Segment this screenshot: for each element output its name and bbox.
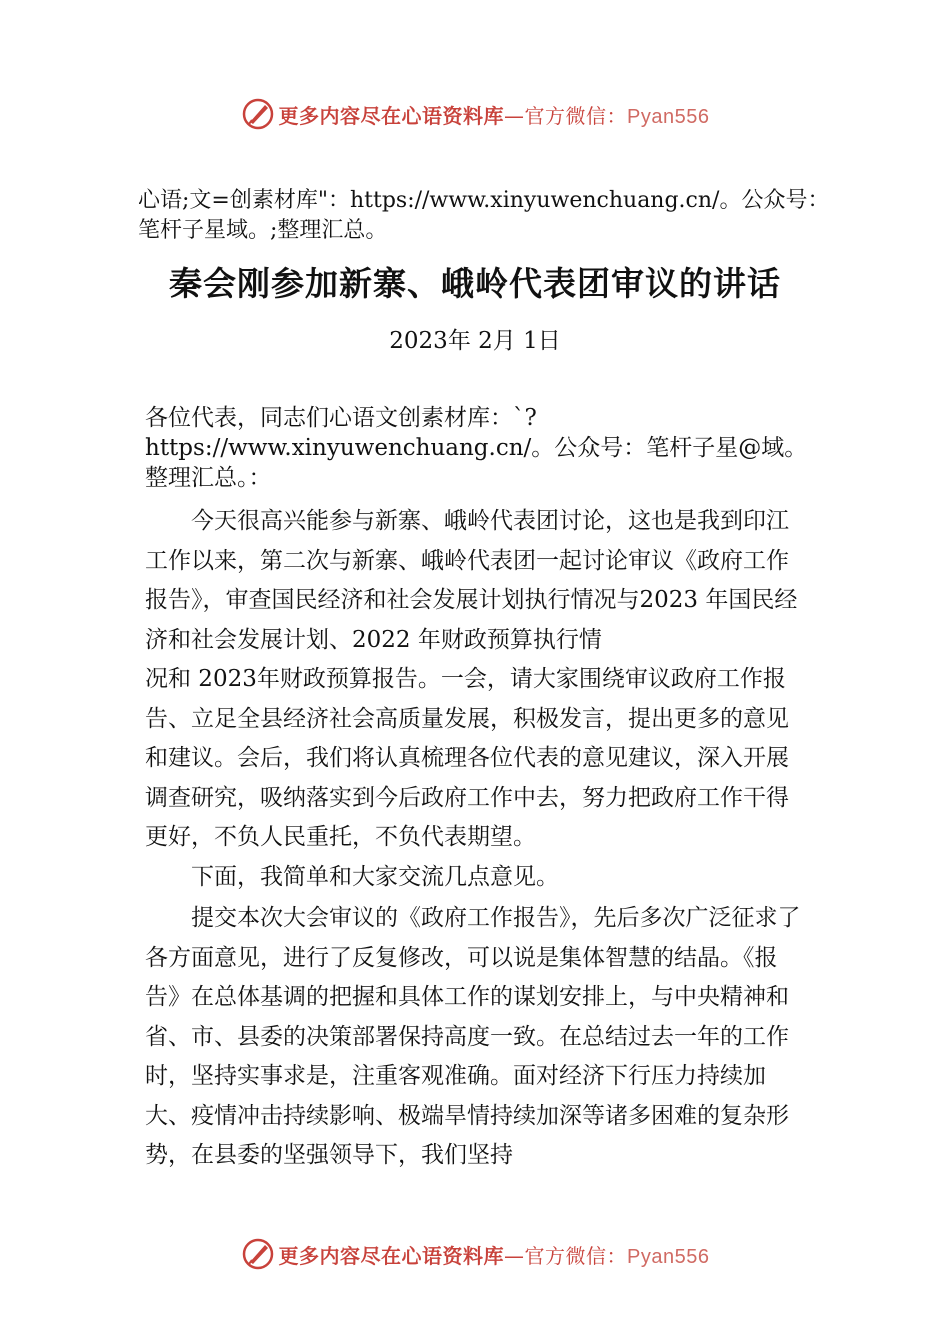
wechat-handle: Pyan556 xyxy=(627,1245,710,1268)
quill-pen-icon xyxy=(241,97,275,131)
speech-body xyxy=(145,403,810,1176)
page-title: 秦会刚参加新寨、峨岭代表团审议的讲话 xyxy=(169,264,781,303)
footer-watermark-banner xyxy=(0,1234,950,1274)
wechat-label: 官方微信： xyxy=(524,1243,628,1268)
brand-name: 更多内容尽在心语资料库 xyxy=(278,103,505,128)
paragraph-1: 今天很高兴能参与新寨、峨岭代表团讨论，这也是我到印江工作以来，第二次与新寨、峨岭代表团一起讨论审议《政府工作报告》，审查国民经济和社会发展计划执行情况与2023 年国民经济和社会发展计划、2022 年财政预算执行情 xyxy=(145,508,798,653)
header-watermark-banner xyxy=(0,94,950,134)
paragraph-3: 提交本次大会审议的《政府工作报告》，先后多次广泛征求了各方面意见，进行了反复修改，可以说是集体智慧的结晶。《报告》在总体基调的把握和具体工作的谋划安排上，与中央精神和省、市、县委的决策部署保持高度一致。在总结过去一年的工作时，坚持实事求是，注重客观准确。面对经济下行压力持续加大、疫情冲击持续影响、极端旱情持续加深等诸多困难的复杂形势，在县委的坚强领导下，我们坚持 xyxy=(145,905,801,1168)
salutation: 各位代表，同志们心语文创素材库：`?https://www.xinyuwenchuang.cn/。公众号：笔杆子星@域。整理汇总。： xyxy=(145,405,808,491)
source-note: 心语;文=创素材库"：https://www.xinyuwenchuang.cn/。公众号：笔杆子星域。;整理汇总。 xyxy=(138,188,830,243)
paragraph-2: 下面，我简单和大家交流几点意见。 xyxy=(191,863,559,890)
paragraph-1-continued: 况和 2023年财政预算报告。一会，请大家围绕审议政府工作报告、立足全县经济社会高质量发展，积极发言，提出更多的意见和建议。会后，我们将认真梳理各位代表的意见建议，深入开展调查研究，吸纳落实到今后政府工作中去，努力把政府工作干得更好，不负人民重托，不负代表期望。 xyxy=(145,666,789,850)
quill-pen-icon xyxy=(241,1237,275,1271)
watermark-text xyxy=(279,1240,710,1269)
separator: — xyxy=(504,1243,525,1268)
speech-date: 2023年 2月 1日 xyxy=(389,328,561,354)
wechat-handle: Pyan556 xyxy=(627,105,710,128)
separator: — xyxy=(504,103,525,128)
brand-name: 更多内容尽在心语资料库 xyxy=(278,1243,505,1268)
wechat-label: 官方微信： xyxy=(524,103,628,128)
watermark-text xyxy=(279,100,710,129)
